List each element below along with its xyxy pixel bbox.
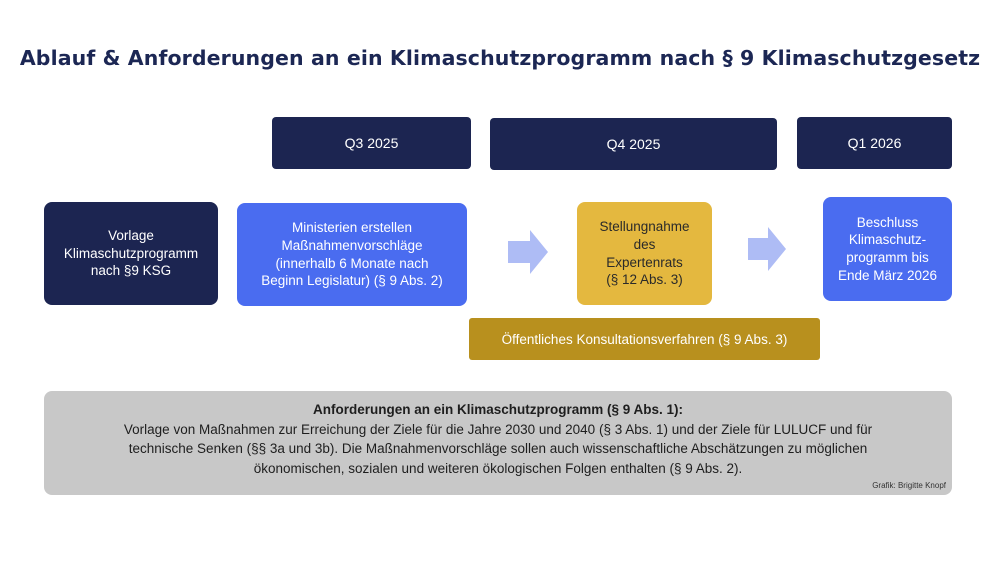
requirements-line-3: ökonomischen, sozialen und weiteren ökologischen Folgen enthalten (§ 9 Abs. 2). — [253, 460, 743, 476]
requirements-line-1: Vorlage von Maßnahmen zur Erreichung der Ziele für die Jahre 2030 und 2040 (§ 3 Abs. 1) und der Ziele für LULUCF und für — [123, 421, 873, 437]
step-konsultation: Öffentliches Konsultationsverfahren (§ 9 Abs. 3) — [469, 318, 820, 360]
phase-q4-2025: Q4 2025 — [490, 118, 777, 170]
requirements-heading: Anforderungen an ein Klimaschutzprogramm (§ 9 Abs. 1): — [312, 402, 684, 417]
arrow-right-icon — [508, 230, 548, 274]
graphic-credit: Grafik: Brigitte Knopf — [872, 481, 946, 491]
page-title: Ablauf & Anforderungen an ein Klimaschutzprogramm nach § 9 Klimaschutzgesetz — [19, 46, 981, 70]
requirements-panel — [44, 391, 952, 495]
requirements-line-2: technische Senken (§§ 3a und 3b). Die Maßnahmenvorschläge sollen auch wissenschaftliche Abschätzungen zu möglichen — [128, 441, 868, 457]
step-beschluss: Beschluss Klimaschutz- programm bis Ende März 2026 — [823, 197, 952, 301]
step-ministerien: Ministerien erstellen Maßnahmenvorschläge (innerhalb 6 Monate nach Beginn Legislatur) (§ 9 Abs. 2) — [237, 203, 467, 306]
phase-q3-2025: Q3 2025 — [272, 117, 471, 169]
step-vorlage: Vorlage Klimaschutzprogramm nach §9 KSG — [44, 202, 218, 305]
arrow-right-icon — [748, 227, 786, 271]
step-expertenrat: Stellungnahme des Expertenrats (§ 12 Abs. 3) — [577, 202, 712, 305]
phase-q1-2026: Q1 2026 — [797, 117, 952, 169]
